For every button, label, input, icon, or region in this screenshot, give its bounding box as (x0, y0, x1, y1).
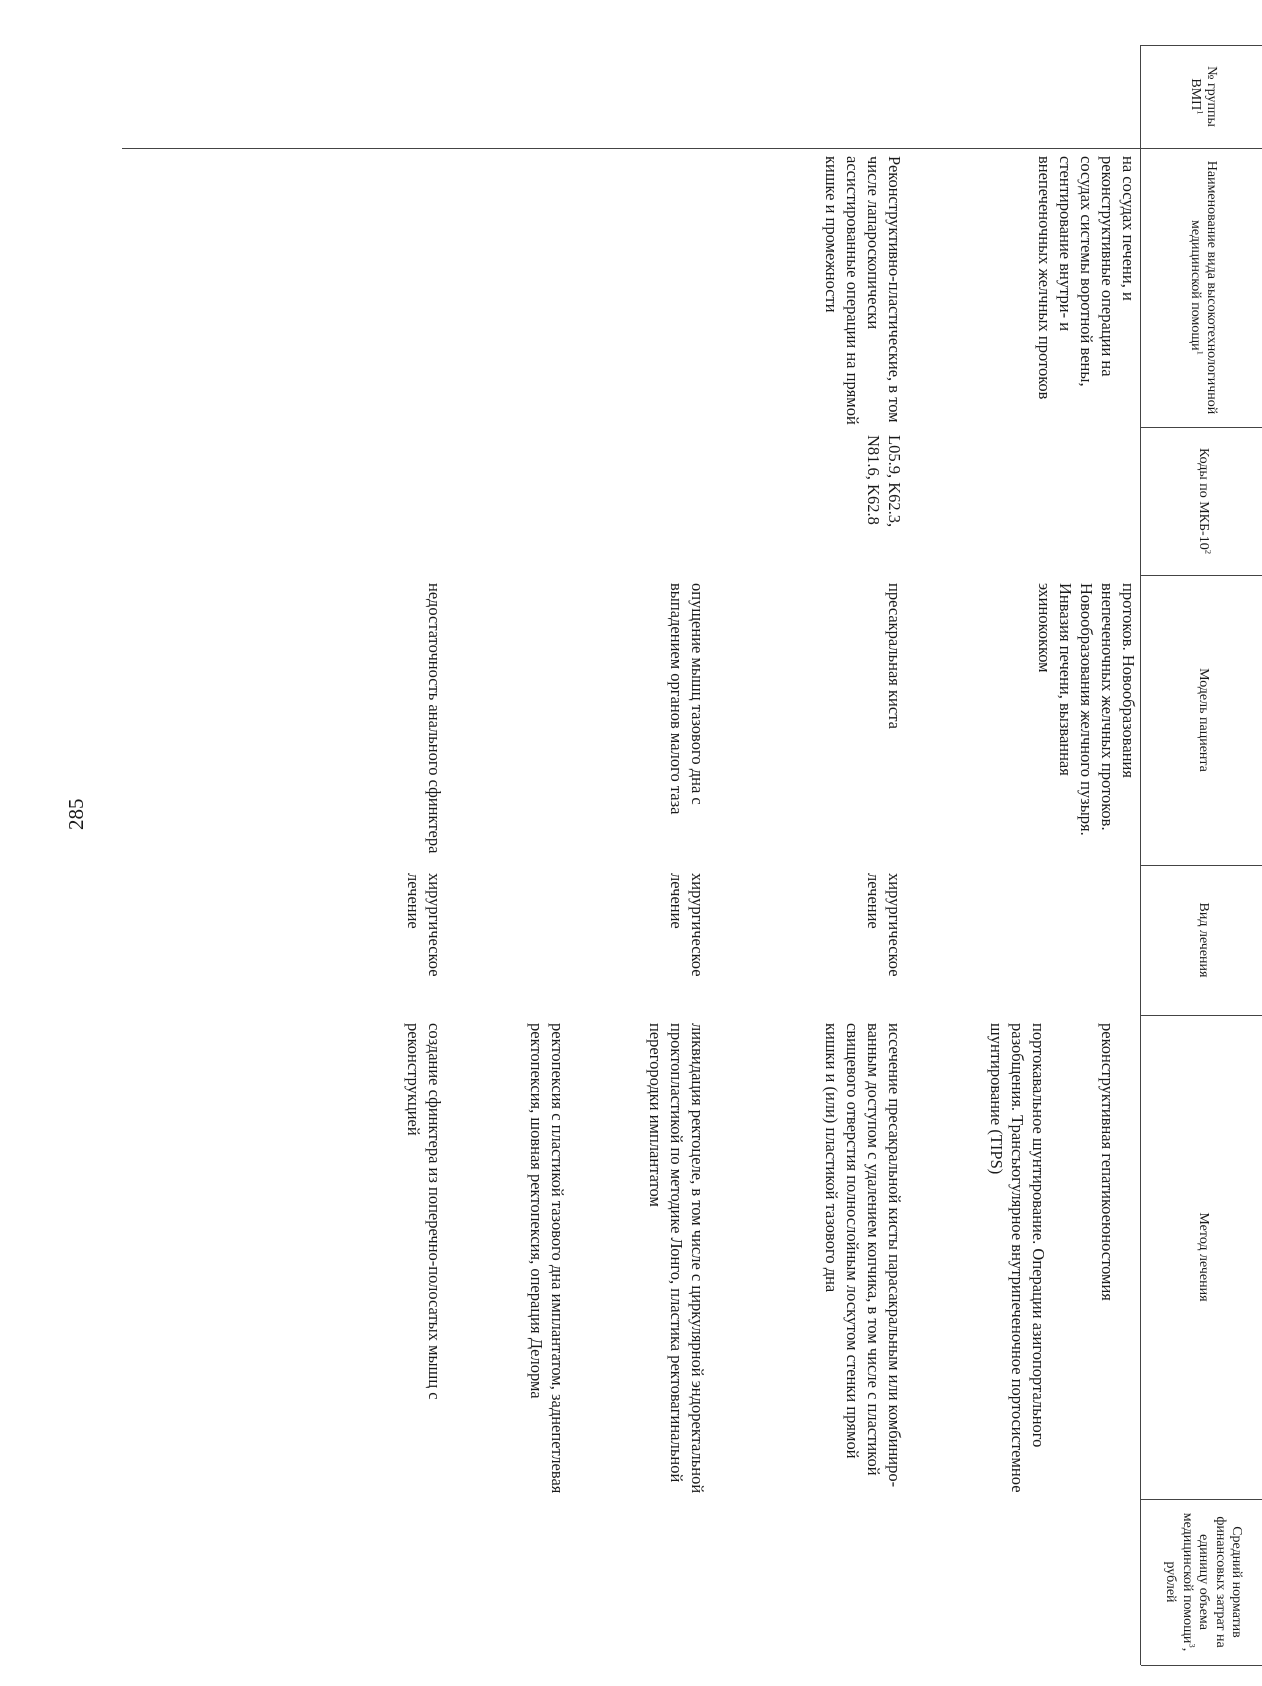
header-patient-model: Модель пациента (1196, 668, 1212, 772)
page-number: 285 (64, 798, 88, 830)
patient-model-cell: пресакральная киста (885, 583, 904, 729)
treatment-method-cell: создание сфинктера из поперечно-полосатых мышц с реконструкцией (404, 1023, 444, 1400)
treatment-method-cell: иссечение пресакральной кисты парасакральным или комбиниро-ванным доступом с удалением копчика, в том числе с пластикой свищевого отверстия полнослойным лоскутом стенки прямой кишки и (или) пластикой тазового дна (822, 1023, 904, 1488)
header-treatment-method: Метод лечения (1196, 1212, 1212, 1302)
treatment-method-cell: ликвидация ректоцеле, в том числе с циркулярной эндоректальной проктопластикой по методике Лонго, пластика ректовагинальной перегородки имплантатом (646, 1023, 707, 1494)
treatment-method-cell: портокавальное шунтирование. Операции азигопортального разобщения. Трансъюгулярное внутрипеченочное портосистемное шунтирование (TIPS) (987, 1023, 1048, 1493)
treatment-method-cell: реконструктивная гепатикоеюностомия (1098, 1023, 1117, 1301)
treatment-table (122, 45, 1262, 1665)
care-name-cell: Реконструктивно-пластические, в том числе лапароскопически ассистированные операции на прямой кишке и промежности (822, 156, 904, 425)
header-group-no: № группы ВМП$^1$ (1188, 66, 1220, 127)
patient-model-cell: протоков. Новообразования внепеченочных желчных протоков. Новообразования желчного пузыря. Инвазия печени, вызванная эхинококком (1035, 583, 1138, 836)
header-care-name: Наименование вида высокотехнологичной медицинской помощи$^1$ (1188, 160, 1220, 415)
header-cost-norm: Средний норматив финансовых затрат на единицу объема медицинской помощи$^3$, рублей (1163, 1512, 1244, 1652)
header-icd-codes: Коды по МКБ-$10^2$ (1196, 447, 1214, 555)
icd-codes-cell: L05.9, K62.3, N81.6, K62.8 (864, 435, 904, 528)
column-divider (1141, 1665, 1262, 1666)
treatment-method-cell: ректопексия с пластикой тазового дна имплантатом, заднепетлевая ректопексия, шовная ректопексия, операция Делорма (527, 1023, 567, 1494)
treatment-type-cell: хирургическое лечение (667, 873, 707, 977)
treatment-type-cell: хирургическое лечение (404, 873, 444, 977)
care-name-cell: на сосудах печени, и реконструктивные операции на сосудах системы воротной вены, стентирование внутри- и внепеченочных желчных протоков (1035, 156, 1138, 400)
header-bottom-rule (1140, 45, 1141, 1665)
treatment-type-cell: хирургическое лечение (864, 873, 904, 977)
patient-model-cell: опущение мышц тазового дна с выпадением органов малого таза (667, 583, 707, 815)
header-treatment-type: Вид лечения (1196, 902, 1212, 978)
patient-model-cell: недостаточность анального сфинктера (425, 583, 444, 854)
